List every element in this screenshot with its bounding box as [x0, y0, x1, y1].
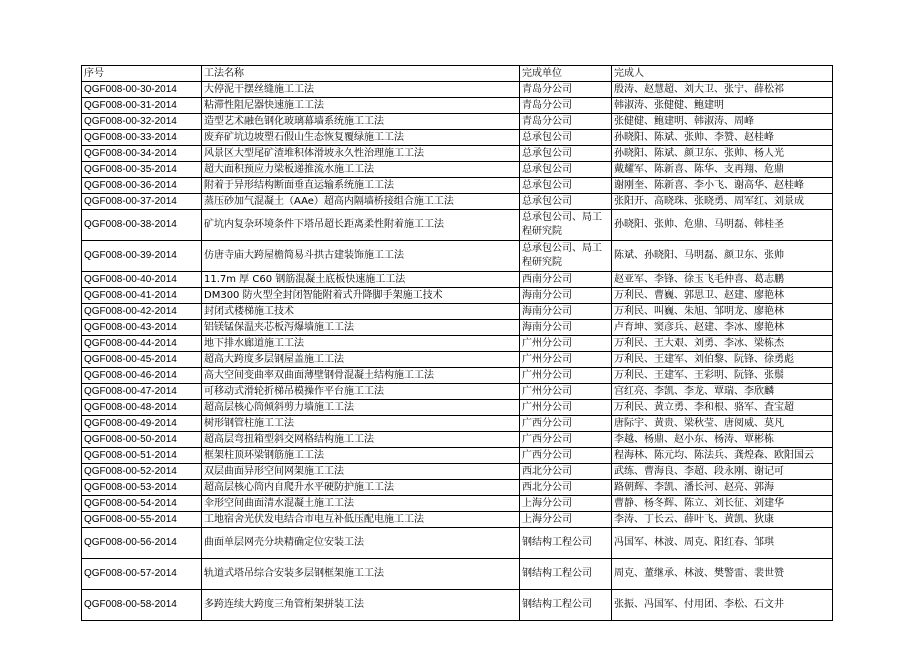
cell-unit: 广州分公司 — [520, 400, 612, 416]
table-row — [82, 178, 833, 194]
cell-method-name: 超大面积预应力梁板递推流水施工工法 — [202, 162, 520, 178]
cell-unit: 广州分公司 — [520, 336, 612, 352]
cell-unit: 青岛分公司 — [520, 114, 612, 130]
construction-method-table — [81, 65, 833, 621]
cell-unit: 青岛分公司 — [520, 98, 612, 114]
cell-people: 周克、董继承、林波、樊警雷、裴世赞 — [612, 559, 833, 590]
table-row — [82, 130, 833, 146]
cell-people: 张健健、鲍建明、韩淑涛、周峰 — [612, 114, 833, 130]
cell-method-name: 矿坑内复杂环境条件下塔吊超长距离柔性附着施工工法 — [202, 210, 520, 241]
table-row — [82, 432, 833, 448]
cell-method-name: 树形钢管柱施工工法 — [202, 416, 520, 432]
cell-serial: QGF008-00-38-2014 — [82, 210, 202, 241]
cell-people: 万利民、黄立勇、李和根、骆军、査宝超 — [612, 400, 833, 416]
cell-people: 韩淑涛、张健健、鲍建明 — [612, 98, 833, 114]
table-row — [82, 352, 833, 368]
table-row — [82, 416, 833, 432]
table-header-row — [82, 66, 833, 82]
cell-people: 万利民、王大艰、刘勇、李冰、梁栋杰 — [612, 336, 833, 352]
cell-unit: 海南分公司 — [520, 288, 612, 304]
cell-unit: 西南分公司 — [520, 272, 612, 288]
cell-people: 程海林、陈元均、陈法兵、龚煌森、欧阳国云 — [612, 448, 833, 464]
cell-people: 武练、曹海良、李超、段永刚、谢记可 — [612, 464, 833, 480]
cell-people: 万利民、王建军、王彩明、阮锋、张鬃 — [612, 368, 833, 384]
header-serial: 序号 — [82, 66, 202, 82]
cell-people: 殷涛、赵慧超、刘大卫、张宁、薛松祁 — [612, 82, 833, 98]
cell-method-name: 铝镁锰保温夹芯板泻爆墙施工工法 — [202, 320, 520, 336]
table-row — [82, 480, 833, 496]
cell-method-name: 超高大跨度多层钢屋盖施工工法 — [202, 352, 520, 368]
cell-method-name: 封闭式楼梯施工技术 — [202, 304, 520, 320]
header-method-name: 工法名称 — [202, 66, 520, 82]
cell-method-name: 粘滞性阻尼器快速施工工法 — [202, 98, 520, 114]
cell-serial: QGF008-00-52-2014 — [82, 464, 202, 480]
table-row — [82, 336, 833, 352]
cell-serial: QGF008-00-39-2014 — [82, 241, 202, 272]
cell-serial: QGF008-00-53-2014 — [82, 480, 202, 496]
cell-serial: QGF008-00-49-2014 — [82, 416, 202, 432]
cell-unit: 总承包公司 — [520, 194, 612, 210]
cell-unit: 广州分公司 — [520, 352, 612, 368]
cell-unit: 钢结构工程公司 — [520, 590, 612, 621]
header-unit: 完成单位 — [520, 66, 612, 82]
cell-unit: 海南分公司 — [520, 304, 612, 320]
table-row — [82, 590, 833, 621]
table-row — [82, 368, 833, 384]
cell-serial: QGF008-00-31-2014 — [82, 98, 202, 114]
table-row — [82, 241, 833, 272]
cell-serial: QGF008-00-58-2014 — [82, 590, 202, 621]
cell-people: 曹静、杨冬辉、陈立、刘长征、刘建华 — [612, 496, 833, 512]
cell-method-name: 蒸压砂加气混凝土（AAe）超高内隔墙桥接组合施工工法 — [202, 194, 520, 210]
cell-serial: QGF008-00-45-2014 — [82, 352, 202, 368]
cell-people: 谢刚奎、陈新喜、李小飞、谢高华、赵桂峰 — [612, 178, 833, 194]
cell-unit: 西北分公司 — [520, 480, 612, 496]
cell-unit: 总承包公司 — [520, 162, 612, 178]
cell-serial: QGF008-00-46-2014 — [82, 368, 202, 384]
cell-serial: QGF008-00-50-2014 — [82, 432, 202, 448]
cell-people: 张阳开、高晓珠、张晓勇、周军红、刘景成 — [612, 194, 833, 210]
cell-unit: 钢结构工程公司 — [520, 528, 612, 559]
table-row — [82, 448, 833, 464]
cell-serial: QGF008-00-34-2014 — [82, 146, 202, 162]
table-row — [82, 400, 833, 416]
cell-serial: QGF008-00-30-2014 — [82, 82, 202, 98]
cell-people: 陈斌、孙晓阳、马明磊、颜卫东、张帅 — [612, 241, 833, 272]
cell-people: 宫红亮、李凯、李龙、覃瑞、李欣麟 — [612, 384, 833, 400]
cell-serial: QGF008-00-40-2014 — [82, 272, 202, 288]
cell-unit: 总承包公司 — [520, 146, 612, 162]
table-row — [82, 464, 833, 480]
cell-method-name: 大停泥干摆丝缝施工工法 — [202, 82, 520, 98]
cell-people: 万利民、曹巍、郭思卫、赵建、廖艳林 — [612, 288, 833, 304]
cell-unit: 海南分公司 — [520, 320, 612, 336]
cell-method-name: 超高层核心筒内自爬升水平硬防护施工工法 — [202, 480, 520, 496]
cell-people: 万利民、王建军、刘伯黎、阮锋、徐勇彪 — [612, 352, 833, 368]
cell-serial: QGF008-00-36-2014 — [82, 178, 202, 194]
cell-method-name: 框架柱顶环梁钢筋施工工法 — [202, 448, 520, 464]
table-row — [82, 162, 833, 178]
cell-method-name: 地下排水廊道施工工法 — [202, 336, 520, 352]
cell-method-name: 伞形空间曲面清水混凝土施工工法 — [202, 496, 520, 512]
table-row — [82, 384, 833, 400]
cell-people: 李越、杨鼎、赵小东、杨涛、覃彬栋 — [612, 432, 833, 448]
cell-people: 赵亚军、李锋、徐玉飞毛仲喜、葛志鹏 — [612, 272, 833, 288]
table-row — [82, 304, 833, 320]
cell-method-name: 废弃矿坑边坡塑石假山生态恢复覆绿施工工法 — [202, 130, 520, 146]
cell-unit: 总承包公司 — [520, 130, 612, 146]
cell-unit: 广西分公司 — [520, 416, 612, 432]
cell-unit: 广西分公司 — [520, 432, 612, 448]
cell-serial: QGF008-00-56-2014 — [82, 528, 202, 559]
table-row — [82, 210, 833, 241]
header-people: 完成人 — [612, 66, 833, 82]
cell-unit: 西北分公司 — [520, 464, 612, 480]
cell-serial: QGF008-00-43-2014 — [82, 320, 202, 336]
cell-method-name: 仿唐寺庙大跨屋檐简易斗拱古建装饰施工工法 — [202, 241, 520, 272]
cell-people: 冯国军、林波、周克、阳红春、邹琪 — [612, 528, 833, 559]
table-row — [82, 288, 833, 304]
cell-serial: QGF008-00-33-2014 — [82, 130, 202, 146]
table-row — [82, 82, 833, 98]
cell-unit: 广州分公司 — [520, 384, 612, 400]
cell-method-name: 附着于异形结构断面垂直运输系统施工工法 — [202, 178, 520, 194]
cell-unit: 钢结构工程公司 — [520, 559, 612, 590]
table-row — [82, 98, 833, 114]
table-body — [82, 82, 833, 621]
table-row — [82, 528, 833, 559]
cell-serial: QGF008-00-42-2014 — [82, 304, 202, 320]
table-row — [82, 496, 833, 512]
cell-method-name: 高大空间变曲率双曲面薄壁钢骨混凝土结构施工工法 — [202, 368, 520, 384]
cell-unit: 广州分公司 — [520, 368, 612, 384]
cell-method-name: 超高层弯扭箱型斜交网格结构施工工法 — [202, 432, 520, 448]
cell-method-name: 双层曲面异形空间网架施工工法 — [202, 464, 520, 480]
cell-unit: 总承包公司 — [520, 178, 612, 194]
cell-serial: QGF008-00-47-2014 — [82, 384, 202, 400]
cell-method-name: 可移动式滑轮折梯吊模操作平台施工工法 — [202, 384, 520, 400]
cell-people: 孙晓阳、陈斌、张帅、李赞、赵桂峰 — [612, 130, 833, 146]
cell-serial: QGF008-00-55-2014 — [82, 512, 202, 528]
cell-serial: QGF008-00-37-2014 — [82, 194, 202, 210]
cell-serial: QGF008-00-54-2014 — [82, 496, 202, 512]
cell-method-name: 11.7m 厚 C60 钢筋混凝土底板快速施工工法 — [202, 272, 520, 288]
table-row — [82, 272, 833, 288]
cell-unit: 上海分公司 — [520, 496, 612, 512]
cell-people: 万利民、叫巍、朱旭、邹明龙、廖艳林 — [612, 304, 833, 320]
cell-people: 路朝辉、李凯、潘长河、赵亮、郭海 — [612, 480, 833, 496]
cell-serial: QGF008-00-57-2014 — [82, 559, 202, 590]
cell-unit: 总承包公司、局工程研究院 — [520, 241, 612, 272]
cell-serial: QGF008-00-44-2014 — [82, 336, 202, 352]
cell-people: 李涛、丁长云、薛叶飞、黄凯、狄康 — [612, 512, 833, 528]
cell-serial: QGF008-00-51-2014 — [82, 448, 202, 464]
cell-people: 唐际宇、黄贵、梁秋莹、唐阅威、莫凡 — [612, 416, 833, 432]
cell-unit: 上海分公司 — [520, 512, 612, 528]
table-row — [82, 512, 833, 528]
cell-serial: QGF008-00-32-2014 — [82, 114, 202, 130]
cell-method-name: 超高层核心筒倾斜剪力墙施工工法 — [202, 400, 520, 416]
cell-method-name: 风景区大型尾矿渣堆积体滑坡永久性治理施工工法 — [202, 146, 520, 162]
cell-serial: QGF008-00-48-2014 — [82, 400, 202, 416]
cell-method-name: 造型艺术融色钢化玻璃幕墙系统施工工法 — [202, 114, 520, 130]
cell-people: 张振、冯国军、付用团、李松、石文井 — [612, 590, 833, 621]
cell-people: 戴耀军、陈新喜、陈华、支再翔、危鼎 — [612, 162, 833, 178]
cell-unit: 青岛分公司 — [520, 82, 612, 98]
cell-method-name: 工地宿舍光伏发电结合市电互补低压配电施工工法 — [202, 512, 520, 528]
cell-people: 卢育坤、窦彦兵、赵建、李冰、廖艳林 — [612, 320, 833, 336]
table-row — [82, 559, 833, 590]
cell-method-name: DM300 防火型全封闭智能附着式升降脚手架施工技术 — [202, 288, 520, 304]
table-row — [82, 146, 833, 162]
cell-method-name: 轨道式塔吊综合安装多层钢框架施工工法 — [202, 559, 520, 590]
table-row — [82, 194, 833, 210]
table-row — [82, 320, 833, 336]
cell-unit: 总承包公司、局工程研究院 — [520, 210, 612, 241]
table-row — [82, 114, 833, 130]
cell-serial: QGF008-00-35-2014 — [82, 162, 202, 178]
cell-people: 孙晓阳、张帅、危鼎、马明磊、韩桂圣 — [612, 210, 833, 241]
cell-unit: 广西分公司 — [520, 448, 612, 464]
cell-serial: QGF008-00-41-2014 — [82, 288, 202, 304]
cell-method-name: 曲面单层网壳分块精确定位安装工法 — [202, 528, 520, 559]
cell-method-name: 多跨连续大跨度三角管桁架拼装工法 — [202, 590, 520, 621]
cell-people: 孙晓阳、陈斌、颜卫东、张帅、杨人光 — [612, 146, 833, 162]
